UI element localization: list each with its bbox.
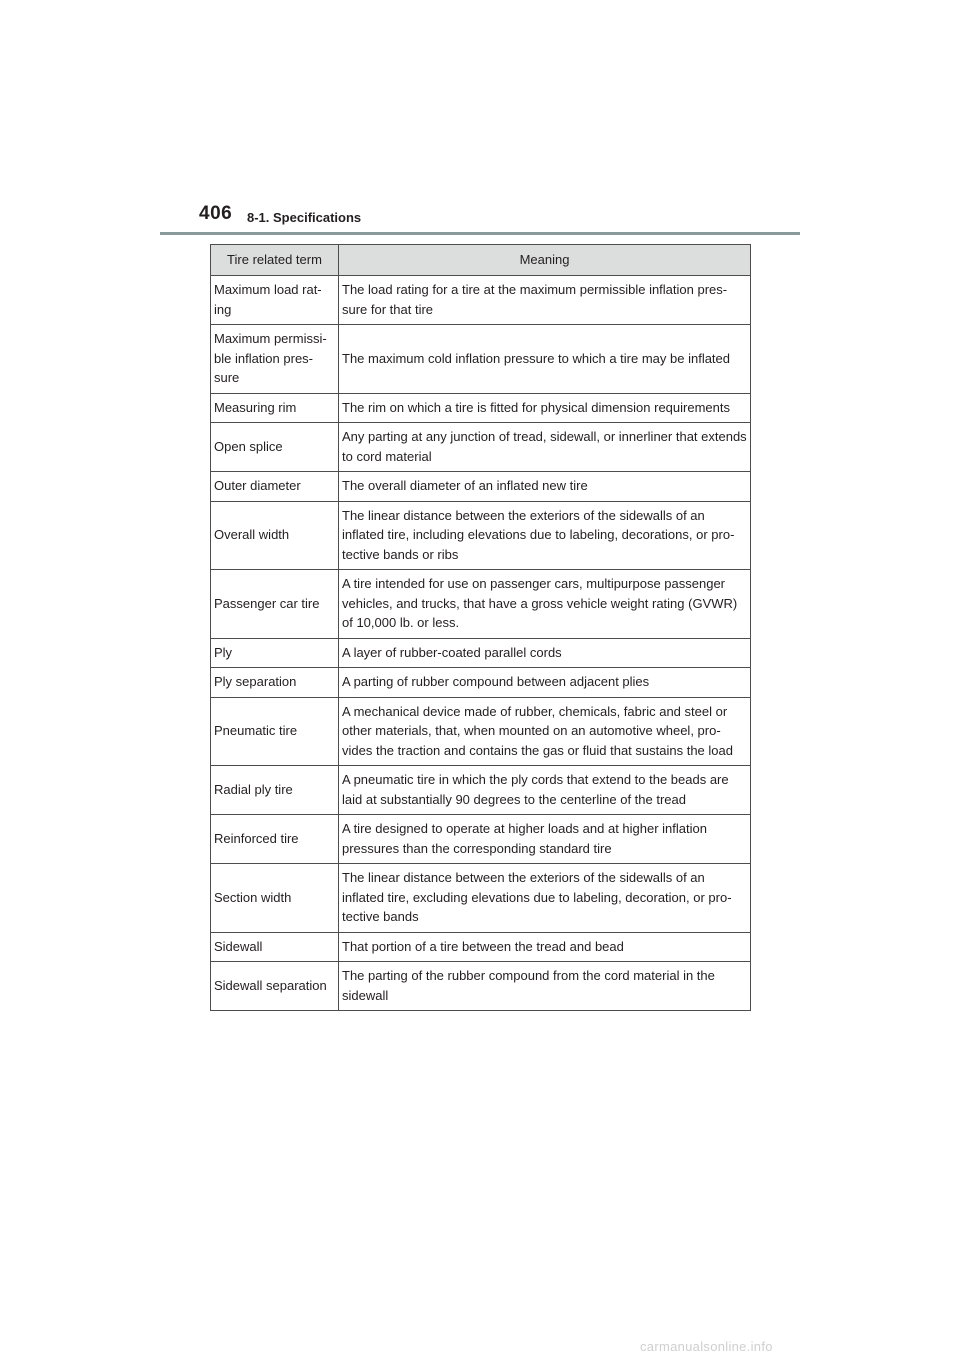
meaning-cell: A layer of rubber-coated parallel cords [339,638,751,668]
term-cell: Measuring rim [211,393,339,423]
meaning-cell: The rim on which a tire is fitted for physical dimension requirements [339,393,751,423]
table-row [211,423,751,472]
table-row [211,501,751,570]
meaning-cell: The load rating for a tire at the maximum permissible inflation pres-sure for that tire [339,276,751,325]
term-cell: Ply [211,638,339,668]
table-row [211,697,751,766]
table-row [211,668,751,698]
meaning-cell: The overall diameter of an inflated new tire [339,472,751,502]
term-cell: Section width [211,864,339,933]
table-header-row [211,245,751,276]
meaning-cell: A pneumatic tire in which the ply cords that extend to the beads are laid at substantially 90 degrees to the centerline of the tread [339,766,751,815]
term-cell: Overall width [211,501,339,570]
column-header-term: Tire related term [211,245,339,276]
table-row [211,766,751,815]
meaning-cell: That portion of a tire between the tread and bead [339,932,751,962]
page-header [160,203,800,235]
table-row [211,864,751,933]
meaning-cell: A mechanical device made of rubber, chemicals, fabric and steel or other materials, that, when mounted on an automotive wheel, pro-vides the traction and contains the gas or fluid that sustains the load [339,697,751,766]
meaning-cell: Any parting at any junction of tread, sidewall, or innerliner that extends to cord material [339,423,751,472]
meaning-cell: A tire intended for use on passenger cars, multipurpose passenger vehicles, and trucks, that have a gross vehicle weight rating (GVWR) of 10,000 lb. or less. [339,570,751,639]
table-row [211,325,751,394]
term-cell: Open splice [211,423,339,472]
term-cell: Ply separation [211,668,339,698]
section-title: 8-1. Specifications [247,210,362,225]
term-cell: Passenger car tire [211,570,339,639]
header-rule [160,232,800,235]
table-row [211,962,751,1011]
term-cell: Reinforced tire [211,815,339,864]
meaning-cell: The linear distance between the exteriors of the sidewalls of an inflated tire, excluding elevations due to labeling, decoration, or pro-tective bands [339,864,751,933]
term-cell: Pneumatic tire [211,697,339,766]
term-cell: Outer diameter [211,472,339,502]
column-header-meaning: Meaning [339,245,751,276]
meaning-cell: The parting of the rubber compound from the cord material in the sidewall [339,962,751,1011]
meaning-cell: The maximum cold inflation pressure to which a tire may be inflated [339,325,751,394]
table-row [211,472,751,502]
term-cell: Maximum load rat-ing [211,276,339,325]
tire-terms-table [210,244,751,1011]
term-cell: Radial ply tire [211,766,339,815]
meaning-cell: A parting of rubber compound between adjacent plies [339,668,751,698]
term-cell: Sidewall [211,932,339,962]
table-row [211,932,751,962]
meaning-cell: The linear distance between the exteriors of the sidewalls of an inflated tire, including elevations due to labeling, decorations, or pro-tective bands or ribs [339,501,751,570]
table-row [211,276,751,325]
watermark: carmanualsonline.info [640,1339,773,1354]
page-number: 406 [199,203,233,224]
term-cell: Sidewall separation [211,962,339,1011]
table-row [211,815,751,864]
table-row [211,570,751,639]
term-cell: Maximum permissi-ble inflation pres-sure [211,325,339,394]
meaning-cell: A tire designed to operate at higher loads and at higher inflation pressures than the corresponding standard tire [339,815,751,864]
table-row [211,393,751,423]
table-row [211,638,751,668]
